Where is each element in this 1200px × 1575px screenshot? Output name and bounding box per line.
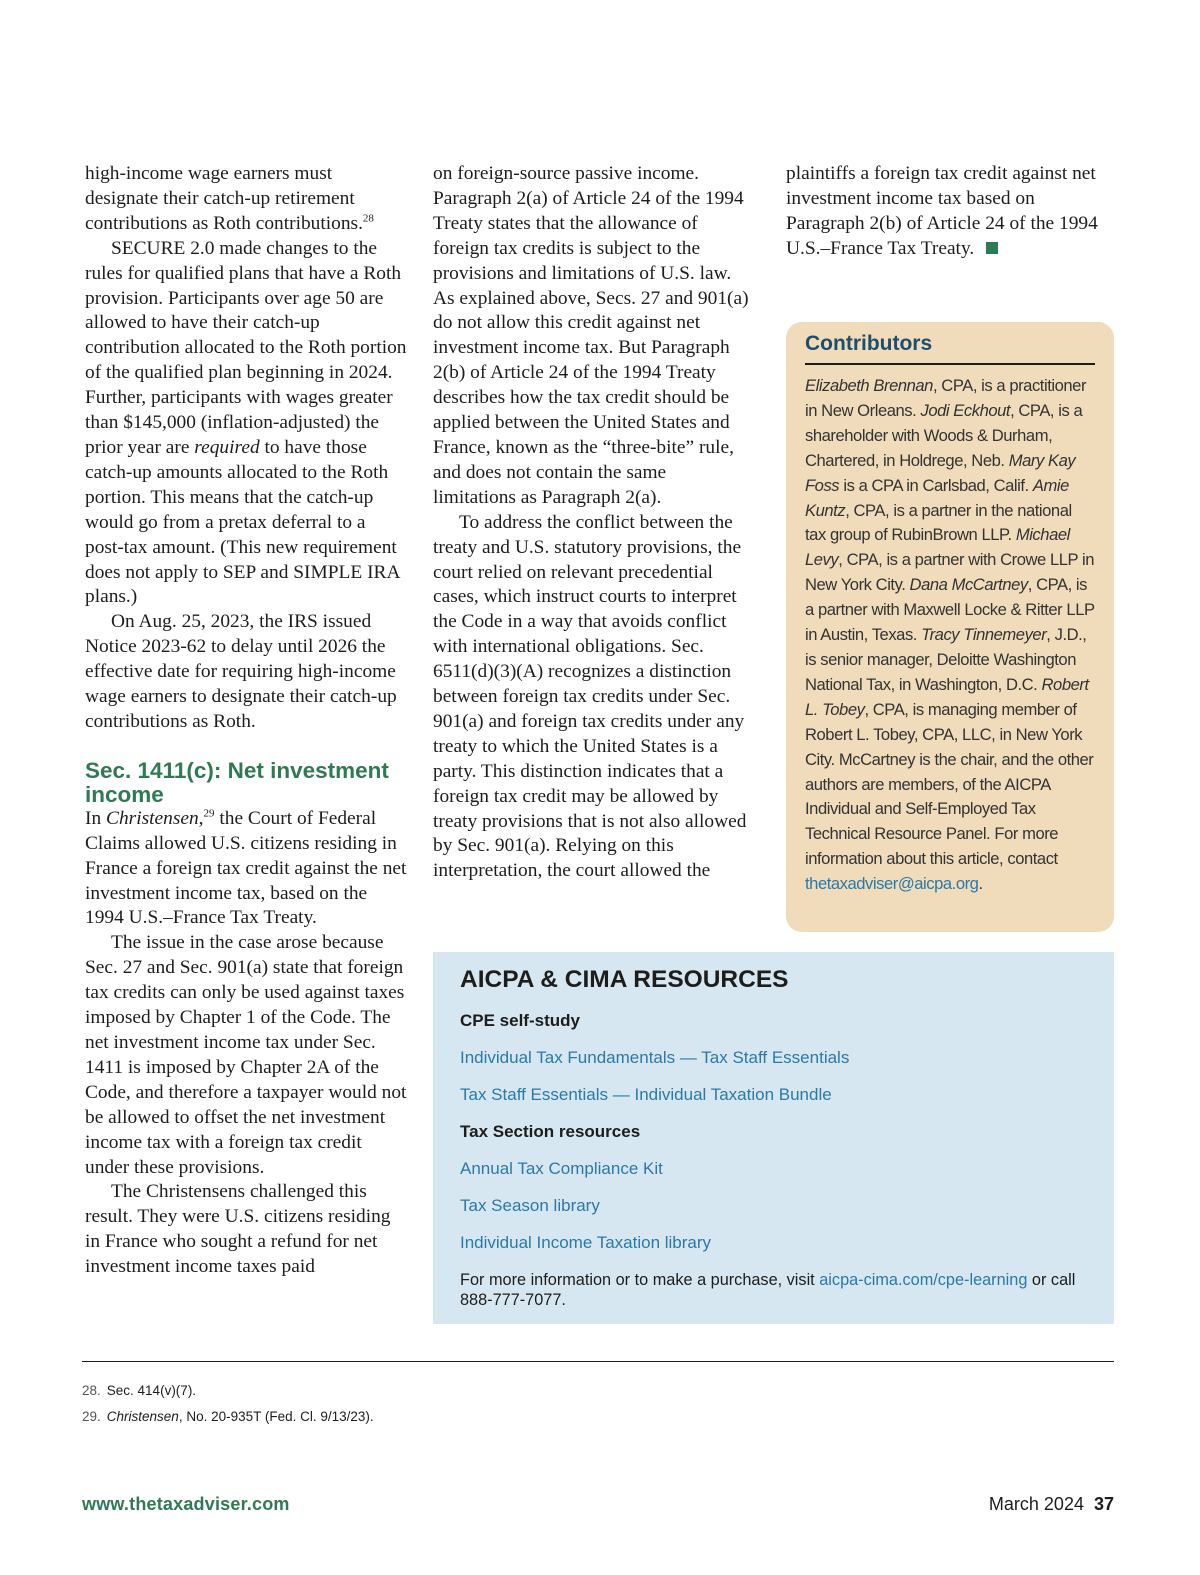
purchase-note: For more information or to make a purchase, visit aicpa-cima.com/cpe-learning or call 888-777-7077.	[460, 1271, 1076, 1309]
paragraph: on foreign-source passive income. Paragraph 2(a) of Article 24 of the 1994 Treaty states that the allowance of foreign tax credits is subject to the provisions and limitations of U.S. law. As explained above, Secs. 27 and 901(a) do not allow this credit against net investment income tax. But Paragraph 2(b) of Article 24 of the 1994 Treaty describes how the tax credit should be applied between the United States and France, known as the “three-bite” rule, and does not contain the same limitations as Paragraph 2(a).	[433, 163, 749, 508]
paragraph: The Christensens challenged this result. They were U.S. citizens residing in France who sought a refund for net investment income taxes paid	[85, 1181, 391, 1278]
tax-section-heading: Tax Section resources	[460, 1122, 641, 1141]
paragraph: On Aug. 25, 2023, the IRS issued Notice 2023-62 to delay until 2026 the effective date for requiring high-income wage earners to designate their catch-up contributions as Roth.	[85, 611, 397, 732]
paragraph: plaintiffs a foreign tax credit against net investment income tax based on Paragraph 2(b) of Article 24 of the 1994 U.S.–France Tax Treaty.	[786, 163, 1098, 259]
site-url-link[interactable]: www.thetaxadviser.com	[82, 1494, 290, 1514]
link-income-taxation-library[interactable]: Individual Income Taxation library	[460, 1233, 712, 1252]
paragraph: high-income wage earners must designate their catch-up retirement contributions as Roth contributions.$^{28}$	[85, 163, 374, 234]
resources-title: AICPA & CIMA RESOURCES	[460, 966, 789, 993]
paragraph: SECURE 2.0 made changes to the rules for qualified plans that have a Roth provision. Participants over age 50 are allowed to have their catch-up contribution allocated to the Roth portion of the qualified plan beginning in 2024. Further, participants with wages greater than $145,000 (inflation-adjusted) the prior year are required to have those catch-up amounts allocated to the Roth portion. This means that the catch-up would go from a pretax deferral to a post-tax amount. (This new requirement does not apply to SEP and SIMPLE IRA plans.)	[85, 237, 407, 608]
contributors-title: Contributors	[805, 330, 1095, 365]
cpe-link-fundamentals[interactable]: Individual Tax Fundamentals — Tax Staff Essentials	[460, 1048, 850, 1067]
page-number: 37	[1093, 1494, 1114, 1514]
paragraph: In Christensen,$^{29}$ the Court of Federal Claims allowed U.S. citizens residing in France a foreign tax credit against the net investment income tax, based on the 1994 U.S.–France Tax Treaty.	[85, 807, 407, 929]
footnote-divider	[82, 1361, 1114, 1362]
article-column-3	[786, 162, 1116, 262]
cpe-heading: CPE self-study	[460, 1011, 580, 1030]
section-heading: Sec. 1411(c): Net investment income	[85, 757, 389, 807]
paragraph: The issue in the case arose because Sec. 27 and Sec. 901(a) state that foreign tax credits can only be used against taxes imposed by Chapter 1 of the Code. The net investment income tax under Sec. 1411 is imposed by Chapter 2A of the Code, and therefore a taxpayer would not be allowed to offset the net investment income tax with a foreign tax credit under these provisions.	[85, 932, 407, 1178]
contributors-text: Elizabeth Brennan, CPA, is a practitioner in New Orleans. Jodi Eckhout, CPA, is a shareholder with Woods & Durham, Chartered, in Holdrege, Neb. Mary Kay Foss is a CPA in Carlsbad, Calif. Amie Kuntz, CPA, is a partner in the national tax group of RubinBrown LLP. Michael Levy, CPA, is a partner with Crowe LLP in New York City. Dana McCartney, CPA, is a partner with Maxwell Locke & Ritter LLP in Austin, Texas. Tracy Tinnemeyer, J.D., is senior manager, Deloitte Washington National Tax, in Washington, D.C. Robert L. Tobey, CPA, is managing member of Robert L. Tobey, CPA, LLC, in New York City. McCartney is the chair, and the other authors are members, of the AICPA Individual and Self-Employed Tax Technical Resource Panel. For more information about this article, contact thetaxadviser@aicpa.org.	[805, 376, 1095, 894]
link-tax-season-library[interactable]: Tax Season library	[460, 1196, 600, 1215]
footnote-ref[interactable]: 28	[362, 212, 374, 225]
paragraph: To address the conflict between the treaty and U.S. statutory provisions, the court relied on relevant precedential cases, which instruct courts to interpret the Code in a way that avoids conflict with international obligations. Sec. 6511(d)(3)(A) recognizes a distinction between foreign tax credits under Sec. 901(a) and foreign tax credits under any treaty to which the United States is a party. This distinction indicates that a foreign tax credit may be allowed by treaty provisions that is not also allowed by Sec. 901(a). Relying on this interpretation, the court allowed the	[433, 511, 747, 882]
footnote: 28. Sec. 414(v)(7).	[82, 1383, 197, 1398]
footnote-ref[interactable]: 29	[203, 807, 215, 820]
contact-email-link[interactable]: thetaxadviser@aicpa.org	[805, 874, 979, 894]
issue-date: March 2024	[988, 1494, 1084, 1514]
contributors-box	[786, 322, 1114, 932]
cpe-learning-link[interactable]: aicpa-cima.com/cpe-learning	[819, 1271, 1028, 1289]
article-column-1	[85, 162, 409, 1280]
resources-box	[433, 952, 1114, 1324]
end-of-article-mark	[986, 242, 998, 254]
cpe-link-bundle[interactable]: Tax Staff Essentials — Individual Taxation Bundle	[460, 1085, 832, 1104]
link-compliance-kit[interactable]: Annual Tax Compliance Kit	[460, 1159, 663, 1178]
footnote: 29. Christensen, No. 20-935T (Fed. Cl. 9/13/23).	[82, 1409, 374, 1424]
page-footer	[989, 1492, 1114, 1516]
article-column-2	[433, 162, 751, 884]
